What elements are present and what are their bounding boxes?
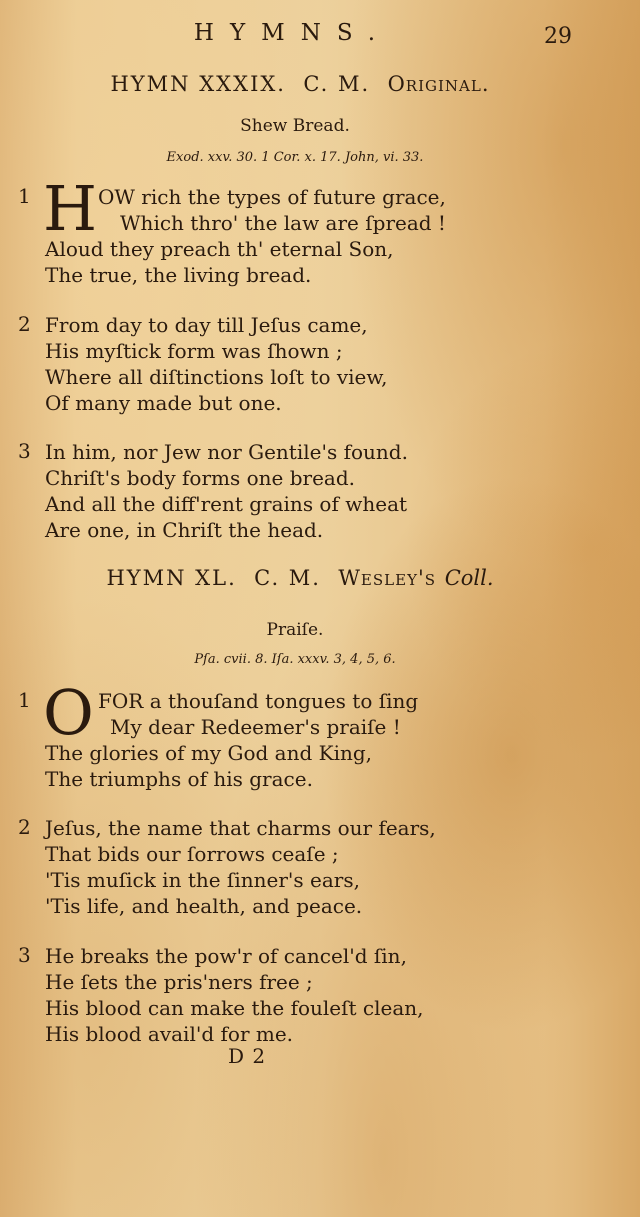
verse-line: Aloud they preach th' eternal Son, [45, 237, 394, 261]
verse-line: FOR a thouſand tongues to ſing [98, 689, 419, 713]
running-title: HYMNS. [193, 20, 392, 46]
verse-line: The true, the living bread. [45, 263, 312, 287]
verse-line: Are one, in Chriſt the head. [45, 518, 324, 542]
verse-number: 1 [18, 184, 31, 208]
verse-line: My dear Redeemer's praiſe ! [110, 715, 401, 739]
verse-line: Which thro' the law are ſpread ! [120, 211, 446, 235]
verse-line: Of many made but one. [45, 391, 282, 415]
signature-mark: D 2 [228, 1044, 267, 1068]
verse-line: His blood can make the fouleſt clean, [45, 996, 424, 1020]
hymn-40-verse-1 [0, 676, 600, 792]
hymn-40-verse-3 [0, 943, 600, 1047]
verse-line: Chriſt's body forms one bread. [45, 466, 355, 490]
verse-line: He ſets the pris'ners free ; [45, 970, 313, 994]
verse-line: The triumphs of his grace. [45, 767, 313, 791]
hymn-39-number: HYMN XXXIX. [110, 72, 286, 96]
hymn-39-verse-2 [0, 312, 600, 416]
hymn-40-number: HYMN XL. [106, 566, 237, 590]
verse-number: 2 [18, 815, 31, 839]
verse-line: He breaks the pow'r of cancel'd ſin, [45, 944, 407, 968]
hymn-40-attribution-italic: Coll. [444, 566, 494, 590]
verse-line: OW rich the types of future grace, [98, 185, 446, 209]
verse-line: In him, nor Jew nor Gentile's found. [45, 440, 408, 464]
page-number: 29 [544, 24, 572, 49]
drop-cap: H [43, 172, 98, 245]
hymn-39-attribution: Original. [387, 72, 490, 96]
verse-line: Where all diſtinctions loſt to view, [45, 365, 388, 389]
verse-number: 2 [18, 312, 31, 336]
hymn-39-meter: C. M. [303, 72, 371, 96]
hymn-39-subject: Shew Bread. [240, 116, 350, 136]
hymn-40-verse-2 [0, 815, 600, 919]
hymn-40-subject: Praiſe. [266, 620, 324, 640]
running-head [0, 20, 640, 54]
verse-line: The glories of my God and King, [45, 741, 373, 765]
hymn-40-attribution: Wesley's [338, 566, 437, 590]
verse-line: His blood avail'd for me. [45, 1022, 294, 1046]
verse-number: 1 [18, 688, 31, 712]
hymn-39-verse-3 [0, 439, 600, 543]
verse-number: 3 [18, 439, 31, 463]
hymn-39-heading [0, 72, 600, 96]
verse-number: 3 [18, 943, 31, 967]
hymn-40-scripture: Pſa. cvii. 8. Iſa. xxxv. 3, 4, 5, 6. [194, 652, 396, 667]
verse-line: And all the diff'rent grains of wheat [45, 492, 408, 516]
hymn-39-verse-1 [0, 172, 600, 288]
verse-line: Jeſus, the name that charms our fears, [45, 816, 436, 840]
verse-line: 'Tis muſick in the ſinner's ears, [45, 868, 360, 892]
hymn-39-scripture: Exod. xxv. 30. 1 Cor. x. 17. John, vi. 33. [166, 150, 424, 165]
verse-line: From day to day till Jeſus came, [45, 313, 368, 337]
drop-cap: O [43, 676, 94, 749]
hymn-40-meter: C. M. [254, 566, 321, 590]
hymn-40-heading [0, 566, 600, 590]
verse-line: 'Tis life, and health, and peace. [45, 894, 363, 918]
verse-line: That bids our ſorrows ceaſe ; [45, 842, 339, 866]
verse-line: His myſtick form was ſhown ; [45, 339, 343, 363]
